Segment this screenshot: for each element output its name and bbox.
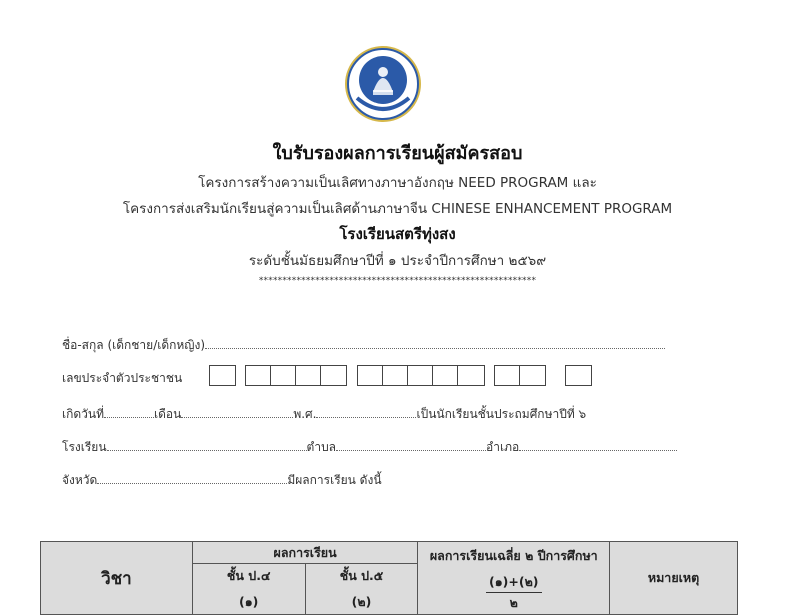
- id-digit-group-5[interactable]: [565, 365, 592, 386]
- program-line-english: โครงการสร้างความเป็นเลิศทางภาษาอังกฤษ NEED PROGRAM และ: [198, 175, 597, 191]
- school-logo: [343, 44, 423, 124]
- subject-header: วิชา: [41, 542, 193, 615]
- id-digit-group-2[interactable]: [245, 365, 347, 386]
- province-label: จังหวัด: [62, 473, 98, 487]
- remark-header: หมายเหตุ: [610, 542, 738, 615]
- district-label: อำเภอ: [486, 440, 520, 454]
- day-label: เกิดวันที่: [62, 407, 105, 421]
- grade-text: เป็นนักเรียนชั้นประถมศึกษาปีที่ ๖: [416, 407, 587, 421]
- id-digit-group-1[interactable]: [209, 365, 236, 386]
- month-field[interactable]: [181, 405, 293, 418]
- grade5-header: ชั้น ป.๕ (๒): [305, 564, 418, 615]
- id-label: เลขประจำตัวประชาชน: [62, 371, 183, 385]
- subdistrict-label: ตำบล: [306, 440, 337, 454]
- level-and-year: ระดับชั้นมัธยมศึกษาปีที่ ๑ ประจำปีการศึกษา ๒๕๖๙: [248, 253, 547, 269]
- average-header: [418, 542, 610, 615]
- province-line: [62, 471, 382, 490]
- average-formula: (๑)+(๒): [486, 572, 542, 593]
- school-field[interactable]: [107, 438, 307, 451]
- day-field[interactable]: [104, 405, 154, 418]
- document-title: ใบรับรองผลการเรียนผู้สมัครสอบ: [272, 143, 523, 164]
- result-text: มีผลการเรียน ดังนี้: [287, 473, 382, 487]
- year-field[interactable]: [316, 405, 416, 418]
- name-line: [62, 336, 665, 355]
- star-divider: ***********************************************************: [258, 276, 537, 286]
- name-field[interactable]: [205, 336, 665, 349]
- district-field[interactable]: [519, 438, 677, 451]
- year-label: พ.ศ.: [293, 407, 317, 421]
- name-label: ชื่อ-สกุล (เด็กชาย/เด็กหญิง): [62, 338, 206, 352]
- subdistrict-field[interactable]: [336, 438, 486, 451]
- school-name: โรงเรียนสตรีทุ่งสง: [339, 225, 456, 243]
- birth-line: [62, 405, 586, 424]
- id-digit-group-3[interactable]: [357, 365, 485, 386]
- province-field[interactable]: [97, 471, 287, 484]
- results-header: ผลการเรียน: [192, 542, 418, 564]
- program-line-chinese: โครงการส่งเสริมนักเรียนสู่ความเป็นเลิศด้านภาษาจีน CHINESE ENHANCEMENT PROGRAM: [122, 201, 673, 217]
- average-divisor: ๒: [509, 595, 518, 610]
- grades-table: [40, 541, 738, 615]
- id-digit-group-4[interactable]: [494, 365, 546, 386]
- average-title: ผลการเรียนเฉลี่ย ๒ ปีการศึกษา: [429, 548, 598, 563]
- month-label: เดือน: [154, 407, 182, 421]
- school-line: [62, 438, 677, 457]
- school-label: โรงเรียน: [62, 440, 107, 454]
- grade4-header: ชั้น ป.๔ (๑): [192, 564, 305, 615]
